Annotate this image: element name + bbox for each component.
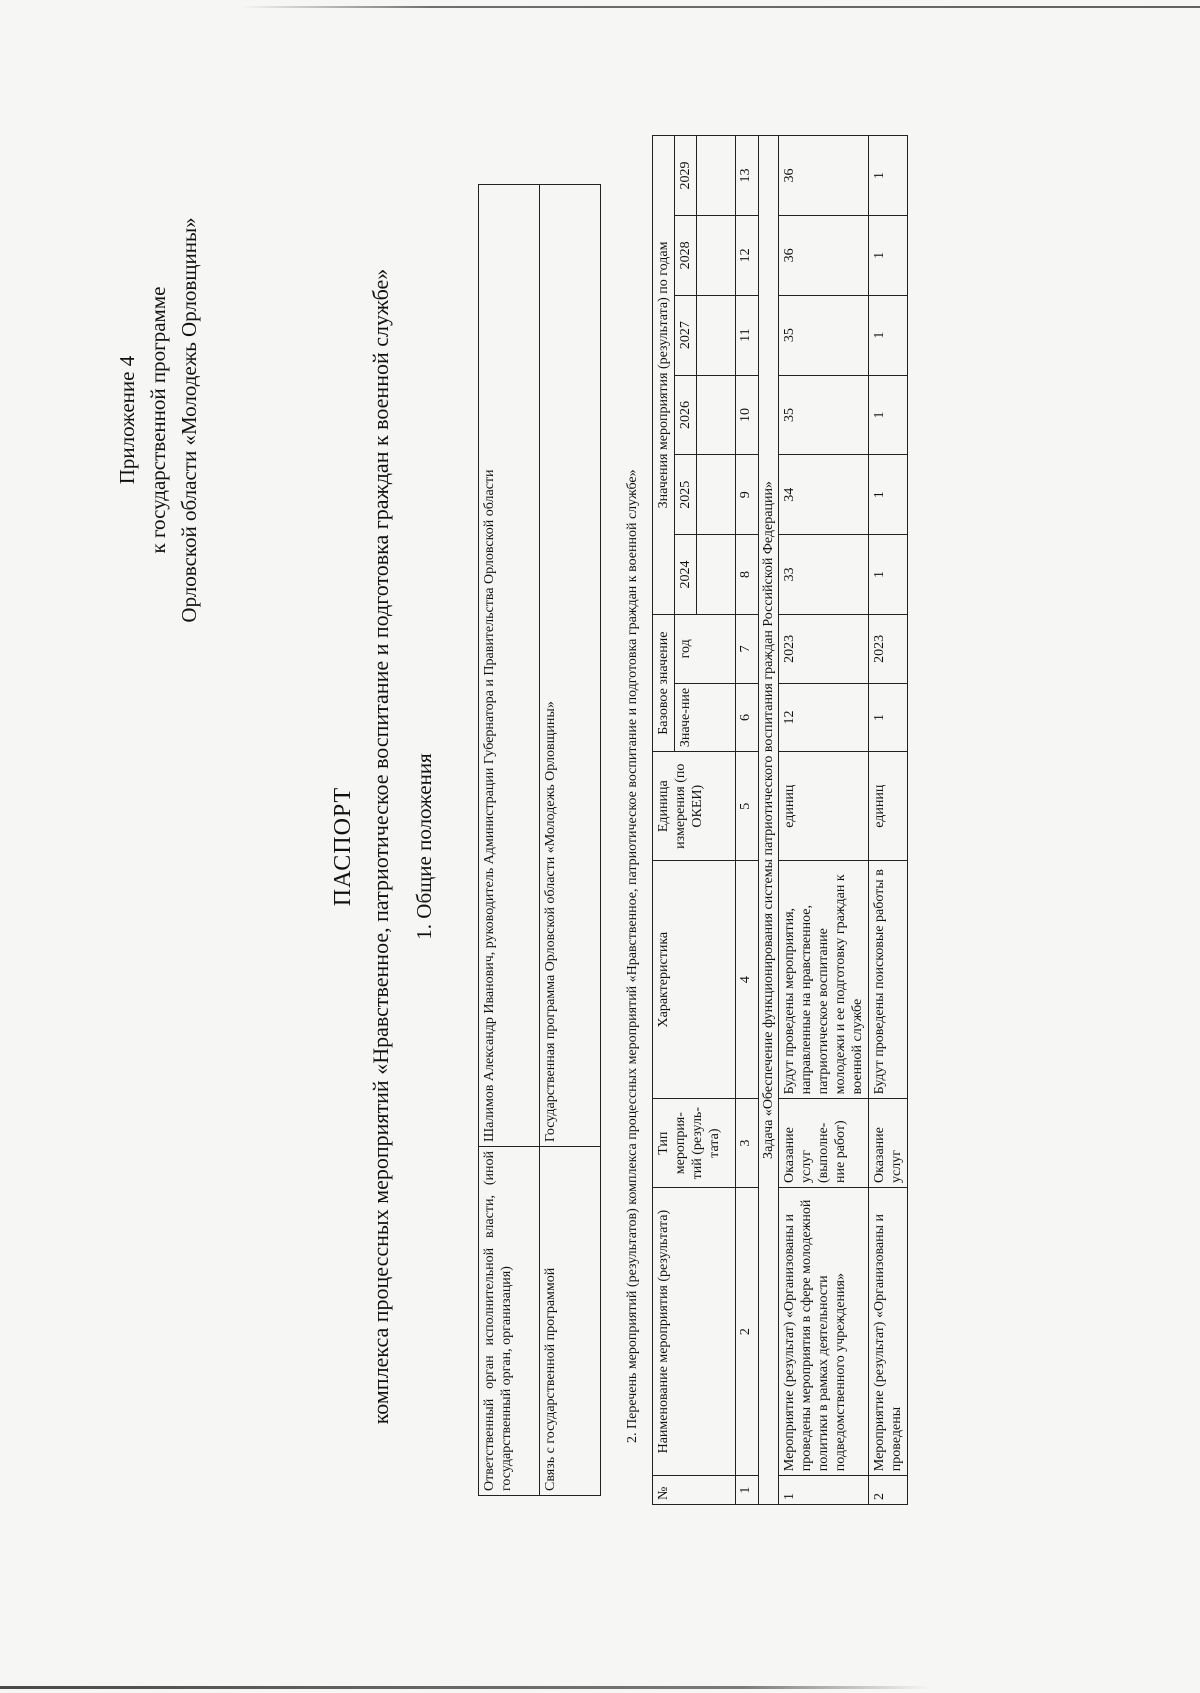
row-value: 35 bbox=[779, 375, 869, 455]
appendix-header bbox=[112, 120, 205, 720]
header-spacer bbox=[697, 535, 736, 615]
header-spacer bbox=[697, 136, 736, 216]
row-value: 1 bbox=[869, 455, 908, 535]
header-year: 2025 bbox=[675, 455, 697, 535]
column-number: 3 bbox=[736, 1099, 759, 1188]
row-value: 34 bbox=[779, 455, 869, 535]
column-number: 1 bbox=[736, 1476, 759, 1505]
row-value: 1 bbox=[869, 295, 908, 375]
section-general-title: 1. Общие положения bbox=[412, 753, 436, 940]
row-value: 1 bbox=[869, 535, 908, 615]
table-header-row bbox=[653, 136, 675, 1505]
row-type: Оказание услуг (выполне-ние работ) bbox=[779, 1099, 869, 1188]
row-base-year: 2023 bbox=[869, 614, 908, 683]
header-base: Базовое значение bbox=[653, 614, 675, 751]
column-number: 6 bbox=[736, 683, 759, 752]
row-value: 1 bbox=[869, 136, 908, 216]
header-year: 2029 bbox=[675, 136, 697, 216]
appendix-line-3: Орловской области «Молодежь Орловщины» bbox=[177, 217, 201, 623]
passport-title: ПАСПОРТ bbox=[330, 786, 356, 907]
column-number: 5 bbox=[736, 752, 759, 861]
row-name: Мероприятие (результат) «Организованы и проведены bbox=[869, 1188, 908, 1476]
row-characteristic: Будут проведены мероприятия, направленные на нравственное, патриотическое воспитание молодежи и ее подготовку граждан к военной службе bbox=[779, 861, 869, 1099]
events-table bbox=[652, 135, 908, 1505]
column-number: 8 bbox=[736, 535, 759, 615]
column-number: 4 bbox=[736, 861, 759, 1099]
header-spacer bbox=[697, 295, 736, 375]
column-number: 2 bbox=[736, 1188, 759, 1476]
row-type: Оказание услуг bbox=[869, 1099, 908, 1188]
header-year: 2024 bbox=[675, 535, 697, 615]
appendix-line-1: Приложение 4 bbox=[115, 355, 139, 485]
general-row bbox=[540, 185, 601, 1496]
column-numbers-row bbox=[736, 136, 759, 1505]
header-spacer bbox=[697, 455, 736, 535]
general-value: Шалимов Александр Иванович, руководитель Администрации Губернатора и Правительства Орловской области bbox=[479, 185, 540, 1147]
column-number: 12 bbox=[736, 215, 759, 295]
row-base-year: 2023 bbox=[779, 614, 869, 683]
header-num: № bbox=[653, 1476, 736, 1505]
table-row bbox=[869, 136, 908, 1505]
row-unit: единиц bbox=[779, 752, 869, 861]
row-num: 2 bbox=[869, 1476, 908, 1505]
column-number: 10 bbox=[736, 375, 759, 455]
row-value: 35 bbox=[779, 295, 869, 375]
column-number: 7 bbox=[736, 614, 759, 683]
table-row bbox=[779, 136, 869, 1505]
header-characteristic: Характеристика bbox=[653, 861, 736, 1099]
column-number: 11 bbox=[736, 295, 759, 375]
general-label: Ответственный орган исполнительной власти, (иной государственный орган, организация) bbox=[479, 1147, 540, 1496]
task-row bbox=[759, 136, 779, 1505]
header-unit: Единица измерения (по ОКЕИ) bbox=[653, 752, 736, 861]
row-value: 36 bbox=[779, 215, 869, 295]
row-name: Мероприятие (результат) «Организованы и проведены мероприятия в сфере молодежной политики в рамках деятельности подведомственного учреждения» bbox=[779, 1188, 869, 1476]
appendix-line-2: к государственной программе bbox=[146, 286, 170, 554]
header-base-year: год bbox=[675, 614, 736, 683]
row-unit: единиц bbox=[869, 752, 908, 861]
header-spacer bbox=[697, 215, 736, 295]
row-characteristic: Будут проведены поисковые работы в bbox=[869, 861, 908, 1099]
column-number: 9 bbox=[736, 455, 759, 535]
row-value: 1 bbox=[869, 375, 908, 455]
row-num: 1 bbox=[779, 1476, 869, 1505]
header-base-value: Значе-ние bbox=[675, 683, 736, 752]
header-year: 2028 bbox=[675, 215, 697, 295]
header-year: 2026 bbox=[675, 375, 697, 455]
general-label: Связь с государственной программой bbox=[540, 1147, 601, 1496]
events-list-heading: 2. Перечень мероприятий (результатов) комплекса процессных мероприятий «Нравственное, патриотическое воспитание и подготовка граждан к военной службе» bbox=[625, 469, 640, 1443]
row-value: 33 bbox=[779, 535, 869, 615]
row-value: 36 bbox=[779, 136, 869, 216]
row-base-value: 1 bbox=[869, 683, 908, 752]
row-base-value: 12 bbox=[779, 683, 869, 752]
passport-subtitle: комплекса процессных мероприятий «Нравственное, патриотическое воспитание и подготовка граждан к военной службе» bbox=[368, 268, 393, 1425]
header-year: 2027 bbox=[675, 295, 697, 375]
general-value: Государственная программа Орловской области «Молодежь Орловщины» bbox=[540, 185, 601, 1147]
general-row bbox=[479, 185, 540, 1496]
task-title: Задача «Обеспечение функционирования системы патриотического воспитания граждан Российской Федерации» bbox=[759, 136, 779, 1505]
header-type: Тип мероприя-тий (резуль-тата) bbox=[653, 1099, 736, 1188]
row-value: 1 bbox=[869, 215, 908, 295]
header-values-by-year: Значения мероприятия (результата) по годам bbox=[653, 136, 675, 615]
column-number: 13 bbox=[736, 136, 759, 216]
header-spacer bbox=[697, 375, 736, 455]
general-provisions-table bbox=[478, 184, 601, 1496]
header-name: Наименование мероприятия (результата) bbox=[653, 1188, 736, 1476]
